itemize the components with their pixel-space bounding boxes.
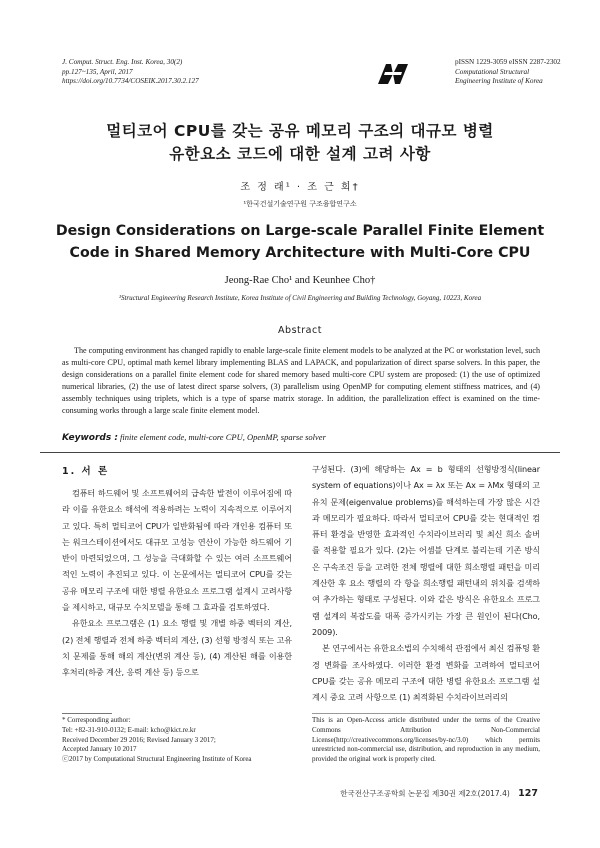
keywords <box>62 432 326 443</box>
footnote-line: Accepted January 10 2017 <box>62 745 137 754</box>
korean-title-line: 멀티코어 CPU를 갖는 공유 메모리 구조의 대규모 병렬 <box>106 122 494 140</box>
footnote-rule <box>62 713 112 714</box>
keywords-label: Keywords : <box>62 433 118 443</box>
footnote-line: * Corresponding author: <box>62 716 131 724</box>
paragraph: 구성된다. (3)에 해당하는 Ax = b 형태의 선형방정식(linear system of equations)이나 Ax = λx 또는 Ax = λMx 형태의 고유치 문제(eigenvalue problems)를 해석하는데 가장 많은 시간과 메모리가 필요하다. 따라서 멀티코어 CPU를 갖는 현대적인 컴퓨터 환경을 반영한 효과적인 수치라이브러리 및 최신 희소 솔버를 적용할 필요가 있다. (2)는 어셈블 단계로 불리는데 기존 방식은 구속조건 등을 고려한 전체 행렬에 대한 희소행렬 패턴을 미리 계산한 후 요소 행렬의 각 항을 희소행렬 패턴내의 위치를 검색하여 추가하는 형태로 구성된다. 이와 같은 방식은 유한요소 프로그램 설계의 복잡도를 대폭 증가시키는 가장 큰 원인이 된다(Cho, 2009). <box>312 464 540 637</box>
english-affiliation: ¹Structural Engineering Research Institute, Korea Institute of Civil Engineering and Building Technology, Goyang, 10223, Korea <box>118 294 482 302</box>
abstract-heading: Abstract <box>278 325 322 336</box>
journal-citation <box>62 58 199 87</box>
section-divider <box>40 452 560 453</box>
english-title-line: Code in Shared Memory Architecture with Multi-Core CPU <box>69 245 531 261</box>
citation-line: J. Comput. Struct. Eng. Inst. Korea, 30(2) <box>62 58 183 66</box>
left-column <box>62 485 292 681</box>
license-rule <box>312 713 540 714</box>
keywords-value: finite element code, multi-core CPU, OpenMP, sparse solver <box>120 432 326 442</box>
license-note: This is an Open-Access article distributed under the terms of the Creative Commons Attribution Non-Commercial License(http://creativecommons.org/licenses/by-nc/3.0) which permits unrestricted non-commercial use, distribution, and reproduction in any medium, provided the original work is properly cited. <box>312 716 540 764</box>
journal-issue: 한국전산구조공학회 논문집 제30권 제2호(2017.4) <box>340 789 510 798</box>
page-footer <box>340 788 538 799</box>
issn-info <box>455 58 561 87</box>
english-title-line: Design Considerations on Large-scale Parallel Finite Element <box>55 223 545 239</box>
page-number: 127 <box>518 788 538 799</box>
issn-line: pISSN 1229-3059 eISSN 2287-2302 <box>455 58 561 66</box>
korean-authors: 조 정 래¹ · 조 근 희† <box>240 182 360 193</box>
right-column <box>312 461 540 705</box>
footnote-line: ⓒ2017 by Computational Structural Engineering Institute of Korea <box>62 755 252 764</box>
citation-line: pp.127~135, April, 2017 <box>62 67 133 76</box>
doi-link[interactable]: https://doi.org/10.7734/COSEIK.2017.30.2.127 <box>62 77 199 85</box>
footnote-left <box>62 716 302 765</box>
english-title <box>40 220 560 264</box>
publisher-line: Engineering Institute of Korea <box>455 77 543 85</box>
paragraph: 본 연구에서는 유한요소법의 수치해석 관점에서 최신 컴퓨팅 환경 변화를 조사하였다. 이러한 환경 변화를 고려하여 멀티코어 CPU를 갖는 공유 메모리 구조에 대한 병렬 유한요소 프로그램 설계시 중요 고려 사항으로 (1) 최적화된 수치라이브러리의 <box>312 643 540 703</box>
korean-title <box>40 120 560 166</box>
footnote-line: Tel: +82-31-910-0132; E-mail: kcho@kict.re.kr <box>62 725 196 734</box>
abstract-text: The computing environment has changed rapidly to enable large-scale finite element models to be analyzed at the PC or workstation level, such as multi-core CPU, optimal math kernel library implementing BLAS and LAPACK, and popularization of direct sparse solvers. In this paper, the design considerations on a parallel finite element code for shared memory based multi-core CPU system are proposed: (1) the use of optimized numerical libraries, (2) the use of latest direct sparse solvers, (3) parallelism using OpenMP for computing element stiffness matrices, and (4) assembly techniques using triplets, which is a type of sparse matrix storage. In addition, the parallelization effect is examined on the time-consuming works through a large scale finite element model. <box>62 346 540 416</box>
journal-logo <box>376 62 410 86</box>
paragraph: 컴퓨터 하드웨어 및 소프트웨어의 급속한 발전이 이루어짐에 따라 이를 유한요소 해석에 적용하려는 노력이 지속적으로 이루어지고 있다. 특히 멀티코어 CPU가 일반화됨에 따라 개인용 컴퓨터 또는 워크스테이션에서도 대규모 고성능 연산이 가능한 하드웨어 기반이 마련되었으며, 그 성능을 극대화할 수 있는 여러 소프트웨어적인 노력이 추진되고 있다. 이 논문에서는 멀티코어 CPU를 갖는 공유 메모리 구조에 대한 병렬 유한요소 프로그램 설계시 고려사항을 제시하고, 대규모 수치모델을 통해 그 효과를 검토하였다. <box>62 488 292 613</box>
section-heading-introduction: 1. 서 론 <box>62 466 110 477</box>
paragraph: 유한요소 프로그램은 (1) 요소 행렬 및 개별 하중 벡터의 계산, (2) 전체 행렬과 전체 하중 벡터의 계산, (3) 선형 방정식 또는 고유치 문제를 통해 해의 계산(변위 계산 등), (4) 계산된 해를 이용한 후처리(하중 계산, 응력 계산 등) 등으로 <box>62 618 292 678</box>
english-authors: Jeong-Rae Cho¹ and Keunhee Cho† <box>224 275 376 286</box>
korean-title-line: 유한요소 코드에 대한 설계 고려 사항 <box>169 145 431 163</box>
korean-affiliation: ¹한국건설기술연구원 구조융합연구소 <box>243 200 357 208</box>
footnote-line: Received December 29 2016; Revised January 3 2017; <box>62 735 216 744</box>
publisher-line: Computational Structural <box>455 67 530 76</box>
